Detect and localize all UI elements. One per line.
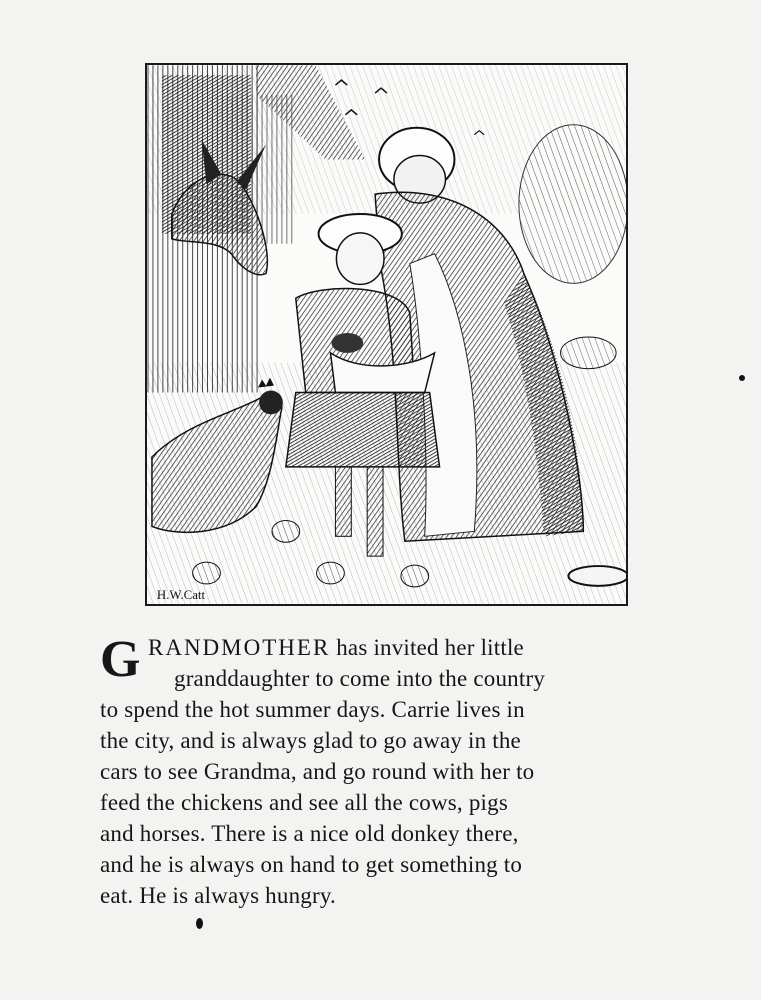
artist-signature: H.W.Catt [156,587,206,602]
ink-speck [196,918,203,929]
story-line-7: and horses. There is a nice old donkey there, [100,821,519,846]
story-line-1 [100,632,680,663]
drop-cap: G [100,631,141,688]
ink-speck [739,375,745,381]
story-line-5: cars to see Grandma, and go round with her to [100,759,535,784]
story-line-4: the city, and is always glad to go away in the [100,728,521,753]
story-line-8: and he is always on hand to get something to [100,852,523,877]
story-line-6: feed the chickens and see all the cows, pigs [100,790,508,815]
story-first-word: RANDMOTHER [148,635,331,660]
story-line-1-rest: has invited her little [330,635,524,660]
story-line-3: to spend the hot summer days. Carrie lives in [100,697,525,722]
engraving-drawing [147,65,626,604]
engraving-illustration [145,63,628,606]
story-text [100,632,680,911]
story-line-2: granddaughter to come into the country [174,666,546,691]
story-line-9: eat. He is always hungry. [100,883,336,908]
